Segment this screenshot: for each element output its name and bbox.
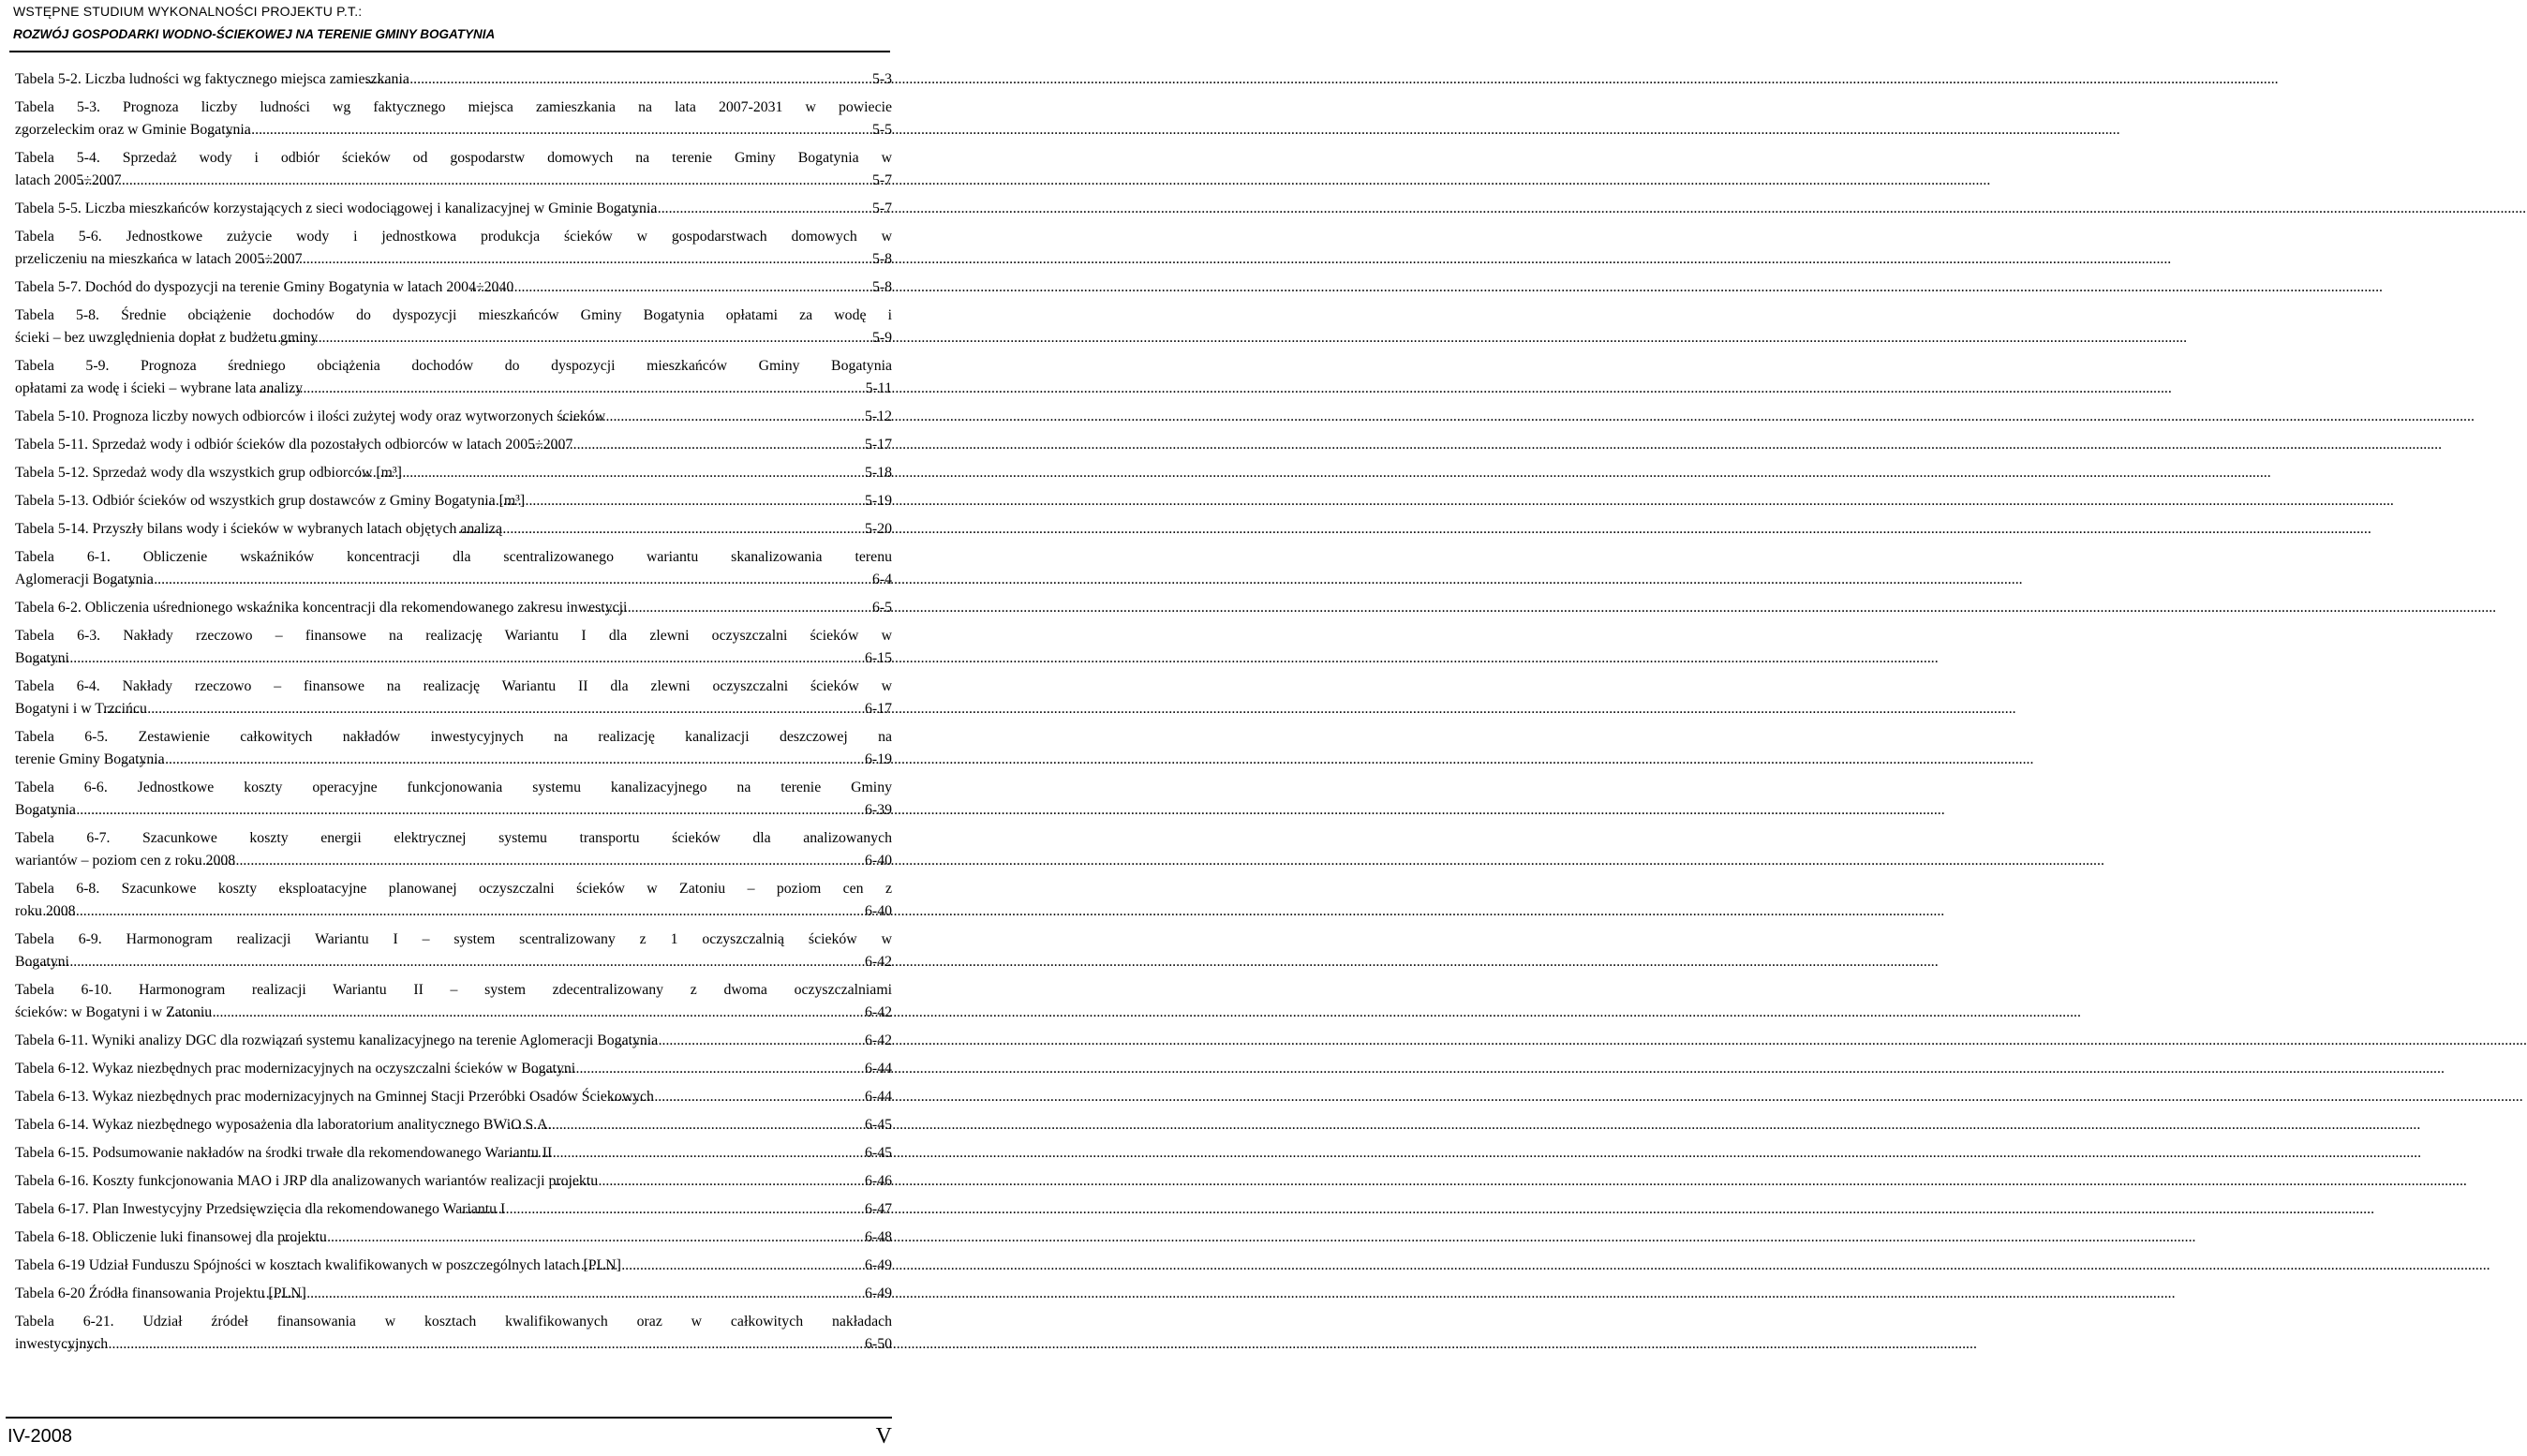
- footer-date: IV-2008: [7, 1426, 72, 1447]
- toc-entry-last-line: Tabela 6-2. Obliczenia uśrednionego wskaźnika koncentracji dla rekomendowanego zakresu inwestycji ..... 6-5: [60, 597, 892, 619]
- toc-entry[interactable]: [15, 68, 892, 91]
- toc-entry-last-line: przeliczeniu na mieszkańca w latach 2005÷2007 ..... 5-8: [60, 248, 892, 271]
- dot-leader: [123, 170, 892, 192]
- toc-entry-title: Tabela 5-5. Liczba mieszkańców korzystających z sieci wodociągowej i kanalizacyjnej w Gminie Bogatynia: [15, 201, 658, 216]
- toc-entry-title: Tabela 6-15. Podsumowanie nakładów na środki trwałe dla rekomendowanego Wariantu II: [15, 1145, 553, 1161]
- toc-entry-last-line: Tabela 5-14. Przyszły bilans wody i ścieków w wybranych latach objętych analizą ..... 5-20: [60, 518, 892, 541]
- toc-entry-last-line: Tabela 5-7. Dochód do dyspozycji na terenie Gminy Bogatynia w latach 2004÷2040 ..... 5-8: [60, 276, 892, 299]
- dot-leader: [252, 119, 892, 141]
- toc-entry[interactable]: [15, 625, 892, 670]
- dot-leader: [553, 1114, 892, 1137]
- toc-entry-last-line: Bogatyni i w Trzcińcu ..... 6-17: [60, 698, 892, 721]
- dot-leader: [658, 198, 892, 220]
- toc-entry-title: Tabela 6-13. Wykaz niezbędnych prac modernizacyjnych na Gminnej Stacji Przeróbki Osadów Ściekowych: [15, 1089, 654, 1105]
- toc-entry-title: przeliczeniu na mieszkańca w latach 2005÷2007: [15, 251, 303, 267]
- toc-entry-title: terenie Gminy Bogatynia: [15, 751, 165, 767]
- toc-entry[interactable]: [15, 827, 892, 872]
- toc-entry-last-line: terenie Gminy Bogatynia ..... 6-19: [60, 749, 892, 771]
- dot-leader: [503, 518, 892, 541]
- toc-entry-title: Bogatyni: [15, 650, 69, 666]
- toc-entry[interactable]: [15, 305, 892, 349]
- toc-entry[interactable]: [15, 1170, 892, 1193]
- toc-entry[interactable]: [15, 1283, 892, 1305]
- dot-leader: [659, 1030, 892, 1052]
- toc-entry[interactable]: [15, 1142, 892, 1165]
- toc-entry[interactable]: [15, 1311, 892, 1356]
- toc-entry-title: Tabela 5-13. Odbiór ścieków od wszystkich grup dostawców z Gminy Bogatynia [m³]: [15, 493, 526, 509]
- dot-leader: [155, 569, 892, 591]
- dot-leader: [148, 698, 892, 721]
- toc-entry-last-line: Tabela 5-5. Liczba mieszkańców korzystających z sieci wodociągowej i kanalizacyjnej w Gminie Bogatynia ..... 5-7: [60, 198, 892, 220]
- toc-entry-last-line: Tabela 5-10. Prognoza liczby nowych odbiorców i ilości zużytej wody oraz wytworzonych ścieków ..... 5-12: [60, 406, 892, 428]
- toc-entry[interactable]: [15, 1058, 892, 1080]
- toc-entry-title: Tabela 5-10. Prognoza liczby nowych odbiorców i ilości zużytej wody oraz wytworzonych ścieków: [15, 409, 606, 424]
- toc-entry[interactable]: [15, 1255, 892, 1277]
- dot-leader: [304, 248, 893, 271]
- dot-leader: [526, 490, 892, 513]
- toc-entry-title: Bogatynia: [15, 802, 76, 818]
- toc-entry-last-line: latach 2005÷2007 ..... 5-7: [60, 170, 892, 192]
- toc-entry[interactable]: [15, 929, 892, 973]
- toc-entry-title: Tabela 5-2. Liczba ludności wg faktycznego miejsca zamieszkania: [15, 71, 409, 87]
- toc-entry-last-line: Tabela 6-20 Źródła finansowania Projektu [PLN] ..... 6-49: [60, 1283, 892, 1305]
- dot-leader: [319, 327, 892, 349]
- toc-entry-title: Tabela 6-14. Wykaz niezbędnego wyposażenia dla laboratorium analitycznego BWiO S.A.: [15, 1117, 552, 1133]
- toc-entry-last-line: Tabela 5-11. Sprzedaż wody i odbiór ścieków dla pozostałych odbiorców w latach 2005÷2007 ..... 5-17: [60, 434, 892, 456]
- toc-entry[interactable]: [15, 546, 892, 591]
- toc-entry-title-line: Tabela 6-5. Zestawienie całkowitych nakładów inwestycyjnych na realizację kanalizacji deszczowej na: [15, 729, 892, 745]
- toc-entry-last-line: Tabela 6-16. Koszty funkcjonowania MAO i JRP dla analizowanych wariantów realizacji projektu ..... 6-46: [60, 1170, 892, 1193]
- dot-leader: [514, 276, 892, 299]
- toc-entry-last-line: Tabela 6-14. Wykaz niezbędnego wyposażenia dla laboratorium analitycznego BWiO S.A. ..... 6-45: [60, 1114, 892, 1137]
- toc-entry-last-line: Bogatynia ..... 6-39: [60, 799, 892, 822]
- toc-entry-title: wariantów – poziom cen z roku 2008: [15, 853, 236, 869]
- toc-entry-title: roku 2008: [15, 903, 76, 919]
- toc-entry[interactable]: [15, 276, 892, 299]
- header-project-title: ROZWÓJ GOSPODARKI WODNO-ŚCIEKOWEJ NA TERENIE GMINY BOGATYNIA: [13, 27, 496, 41]
- toc-entry-last-line: ścieki – bez uwzględnienia dopłat z budżetu gminy ..... 5-9: [60, 327, 892, 349]
- toc-entry-last-line: ścieków: w Bogatyni i w Zatoniu ..... 6-42: [60, 1002, 892, 1024]
- toc-entry[interactable]: [15, 597, 892, 619]
- toc-entry-last-line: Tabela 5-2. Liczba ludności wg faktycznego miejsca zamieszkania ..... 5-3: [60, 68, 892, 91]
- toc-entry-last-line: zgorzeleckim oraz w Gminie Bogatynia ..... 5-5: [60, 119, 892, 141]
- toc-entry-title-line: Tabela 6-21. Udział źródeł finansowania w kosztach kwalifikowanych oraz w całkowitych nakładach: [15, 1314, 892, 1330]
- toc-entry[interactable]: [15, 434, 892, 456]
- toc-entry[interactable]: [15, 676, 892, 721]
- toc-entry-title: Tabela 5-7. Dochód do dyspozycji na terenie Gminy Bogatynia w latach 2004÷2040: [15, 279, 514, 295]
- toc-entry-last-line: inwestycyjnych ..... 6-50: [60, 1333, 892, 1356]
- dot-leader: [77, 799, 892, 822]
- dot-leader: [506, 1198, 892, 1221]
- header-study-title: WSTĘPNE STUDIUM WYKONALNOŚCI PROJEKTU P.T.:: [13, 4, 363, 19]
- footer-page-number: V: [875, 1424, 892, 1449]
- toc-entry-title: Tabela 6-17. Plan Inwestycyjny Przedsięwzięcia dla rekomendowanego Wariantu I: [15, 1201, 506, 1217]
- toc-entry-last-line: Tabela 6-19 Udział Funduszu Spójności w kosztach kwalifikowanych w poszczególnych latach [PLN] ..... 6-49: [60, 1255, 892, 1277]
- toc-entry-title-line: Tabela 5-3. Prognoza liczby ludności wg faktycznego miejsca zamieszkania na lata 2007-2031 w powiecie: [15, 99, 892, 115]
- toc-entry-last-line: wariantów – poziom cen z roku 2008 ..... 6-40: [60, 850, 892, 872]
- toc-entry-title: Aglomeracji Bogatynia: [15, 572, 154, 587]
- dot-leader: [70, 647, 892, 670]
- dot-leader: [628, 597, 892, 619]
- toc-entry-title: Tabela 6-12. Wykaz niezbędnych prac modernizacyjnych na oczyszczalni ścieków w Bogatyni: [15, 1061, 576, 1077]
- dot-leader: [655, 1086, 892, 1108]
- toc-entry-title: Bogatyni: [15, 954, 69, 970]
- toc-entry-title: Tabela 6-16. Koszty funkcjonowania MAO i JRP dla analizowanych wariantów realizacji projektu: [15, 1173, 599, 1189]
- dot-leader: [403, 462, 892, 484]
- toc-entry-title-line: Tabela 6-7. Szacunkowe koszty energii elektrycznej systemu transportu ścieków dla analizowanych: [15, 830, 892, 846]
- toc-entry-title: latach 2005÷2007: [15, 172, 122, 188]
- toc-entry-last-line: Tabela 5-12. Sprzedaż wody dla wszystkich grup odbiorców [m³] ..... 5-18: [60, 462, 892, 484]
- running-header: [13, 2, 890, 44]
- toc-entry-title-line: Tabela 6-9. Harmonogram realizacji Wariantu I – system scentralizowany z 1 oczyszczalnią ścieków w: [15, 931, 892, 947]
- toc-entry-last-line: Tabela 6-17. Plan Inwestycyjny Przedsięwzięcia dla rekomendowanego Wariantu I ..... 6-47: [60, 1198, 892, 1221]
- dot-leader: [573, 434, 892, 456]
- toc-entry-last-line: Tabela 6-13. Wykaz niezbędnych prac modernizacyjnych na Gminnej Stacji Przeróbki Osadów Ściekowych ..... 6-44: [60, 1086, 892, 1108]
- header-divider: [9, 51, 890, 52]
- toc-entry-title: Bogatyni i w Trzcińcu: [15, 701, 147, 717]
- dot-leader: [77, 900, 893, 923]
- toc-entry-title: zgorzeleckim oraz w Gminie Bogatynia: [15, 122, 251, 138]
- dot-leader: [599, 1170, 892, 1193]
- toc-entry[interactable]: [15, 1086, 892, 1108]
- toc-entry-last-line: Bogatyni ..... 6-15: [60, 647, 892, 670]
- toc-entry-title: ścieki – bez uwzględnienia dopłat z budżetu gminy: [15, 330, 319, 346]
- toc-entry-title: ścieków: w Bogatyni i w Zatoniu: [15, 1004, 213, 1020]
- dot-leader: [410, 68, 892, 91]
- toc-entry[interactable]: [15, 198, 892, 220]
- dot-leader: [304, 378, 892, 400]
- toc-entry[interactable]: [15, 1030, 892, 1052]
- toc-entry[interactable]: [15, 777, 892, 822]
- toc-entry-title: Tabela 6-2. Obliczenia uśrednionego wskaźnika koncentracji dla rekomendowanego zakresu inwestycji: [15, 600, 628, 616]
- toc-entry[interactable]: [15, 726, 892, 771]
- toc-entry-title-line: Tabela 5-9. Prognoza średniego obciążenia dochodów do dyspozycji mieszkańców Gminy Bogatynia: [15, 358, 892, 374]
- toc-entry-title: Tabela 6-19 Udział Funduszu Spójności w kosztach kwalifikowanych w poszczególnych latach [PLN]: [15, 1257, 621, 1273]
- toc-entry[interactable]: [15, 979, 892, 1024]
- dot-leader: [328, 1226, 892, 1249]
- toc-entry-title-line: Tabela 6-10. Harmonogram realizacji Wariantu II – system zdecentralizowany z dwoma oczyszczalniami: [15, 982, 892, 998]
- dot-leader: [70, 951, 892, 973]
- toc-entry-last-line: Tabela 6-11. Wyniki analizy DGC dla rozwiązań systemu kanalizacyjnego na terenie Aglomeracji Bogatynia ..... 6-42: [60, 1030, 892, 1052]
- dot-leader: [576, 1058, 892, 1080]
- toc-entry-title-line: Tabela 5-6. Jednostkowe zużycie wody i jednostkowa produkcja ścieków w gospodarstwach domowych w: [15, 229, 892, 245]
- toc-entry-title: inwestycyjnych: [15, 1336, 109, 1352]
- footer-divider: [6, 1417, 892, 1419]
- toc-entry-last-line: Tabela 6-18. Obliczenie luki finansowej dla projektu ..... 6-48: [60, 1226, 892, 1249]
- dot-leader: [109, 1333, 892, 1356]
- toc-entry-title-line: Tabela 6-1. Obliczenie wskaźników koncentracji dla scentralizowanego wariantu skanalizowania terenu: [15, 549, 892, 565]
- toc-entry-title: Tabela 6-18. Obliczenie luki finansowej dla projektu: [15, 1229, 327, 1245]
- toc-entry-last-line: Tabela 6-12. Wykaz niezbędnych prac modernizacyjnych na oczyszczalni ścieków w Bogatyni ..... 6-44: [60, 1058, 892, 1080]
- toc-entry-last-line: Bogatyni ..... 6-42: [60, 951, 892, 973]
- toc-entry-title-line: Tabela 5-4. Sprzedaż wody i odbiór ścieków od gospodarstw domowych na terenie Gminy Bogatynia w: [15, 150, 892, 166]
- dot-leader: [213, 1002, 892, 1024]
- toc-entry[interactable]: [15, 518, 892, 541]
- toc-entry[interactable]: [15, 147, 892, 192]
- toc-entry-last-line: roku 2008 ..... 6-40: [60, 900, 892, 923]
- toc-entry[interactable]: [15, 97, 892, 141]
- list-of-tables: [15, 68, 892, 1361]
- dot-leader: [166, 749, 892, 771]
- toc-entry[interactable]: [15, 226, 892, 271]
- toc-entry-last-line: Tabela 5-13. Odbiór ścieków od wszystkich grup dostawców z Gminy Bogatynia [m³] ..... 5-19: [60, 490, 892, 513]
- toc-entry[interactable]: [15, 1114, 892, 1137]
- toc-entry-title: Tabela 6-11. Wyniki analizy DGC dla rozwiązań systemu kanalizacyjnego na terenie Aglomeracji Bogatynia: [15, 1033, 659, 1048]
- toc-entry[interactable]: [15, 1198, 892, 1221]
- toc-entry-last-line: Aglomeracji Bogatynia ..... 6-4: [60, 569, 892, 591]
- dot-leader: [236, 850, 892, 872]
- toc-entry-title: Tabela 6-20 Źródła finansowania Projektu [PLN]: [15, 1285, 306, 1301]
- dot-leader: [606, 406, 892, 428]
- toc-entry[interactable]: [15, 406, 892, 428]
- toc-entry[interactable]: [15, 355, 892, 400]
- toc-entry-title: Tabela 5-12. Sprzedaż wody dla wszystkich grup odbiorców [m³]: [15, 465, 402, 481]
- toc-entry-last-line: Tabela 6-15. Podsumowanie nakładów na środki trwałe dla rekomendowanego Wariantu II ..... 6-45: [60, 1142, 892, 1165]
- toc-entry[interactable]: [15, 1226, 892, 1249]
- toc-entry-title-line: Tabela 6-4. Nakłady rzeczowo – finansowe na realizację Wariantu II dla zlewni oczyszczalni ścieków w: [15, 678, 892, 694]
- dot-leader: [307, 1283, 892, 1305]
- toc-entry[interactable]: [15, 462, 892, 484]
- toc-entry-last-line: opłatami za wodę i ścieki – wybrane lata analizy ..... 5-11: [60, 378, 892, 400]
- toc-entry-title-line: Tabela 6-3. Nakłady rzeczowo – finansowe na realizację Wariantu I dla zlewni oczyszczalni ścieków w: [15, 628, 892, 644]
- toc-entry-title: Tabela 5-11. Sprzedaż wody i odbiór ścieków dla pozostałych odbiorców w latach 2005÷2007: [15, 437, 573, 453]
- toc-entry[interactable]: [15, 878, 892, 923]
- dot-leader: [622, 1255, 892, 1277]
- dot-leader: [553, 1142, 892, 1165]
- toc-entry-title: Tabela 5-14. Przyszły bilans wody i ścieków w wybranych latach objętych analizą: [15, 521, 503, 537]
- toc-entry-title-line: Tabela 6-6. Jednostkowe koszty operacyjne funkcjonowania systemu kanalizacyjnego na terenie Gminy: [15, 780, 892, 795]
- toc-entry-title-line: Tabela 5-8. Średnie obciążenie dochodów do dyspozycji mieszkańców Gminy Bogatynia opłatami za wodę i: [15, 307, 892, 323]
- toc-entry-title: opłatami za wodę i ścieki – wybrane lata analizy: [15, 380, 304, 396]
- toc-entry[interactable]: [15, 490, 892, 513]
- toc-entry-title-line: Tabela 6-8. Szacunkowe koszty eksploatacyjne planowanej oczyszczalni ścieków w Zatoniu – poziom cen z: [15, 881, 892, 897]
